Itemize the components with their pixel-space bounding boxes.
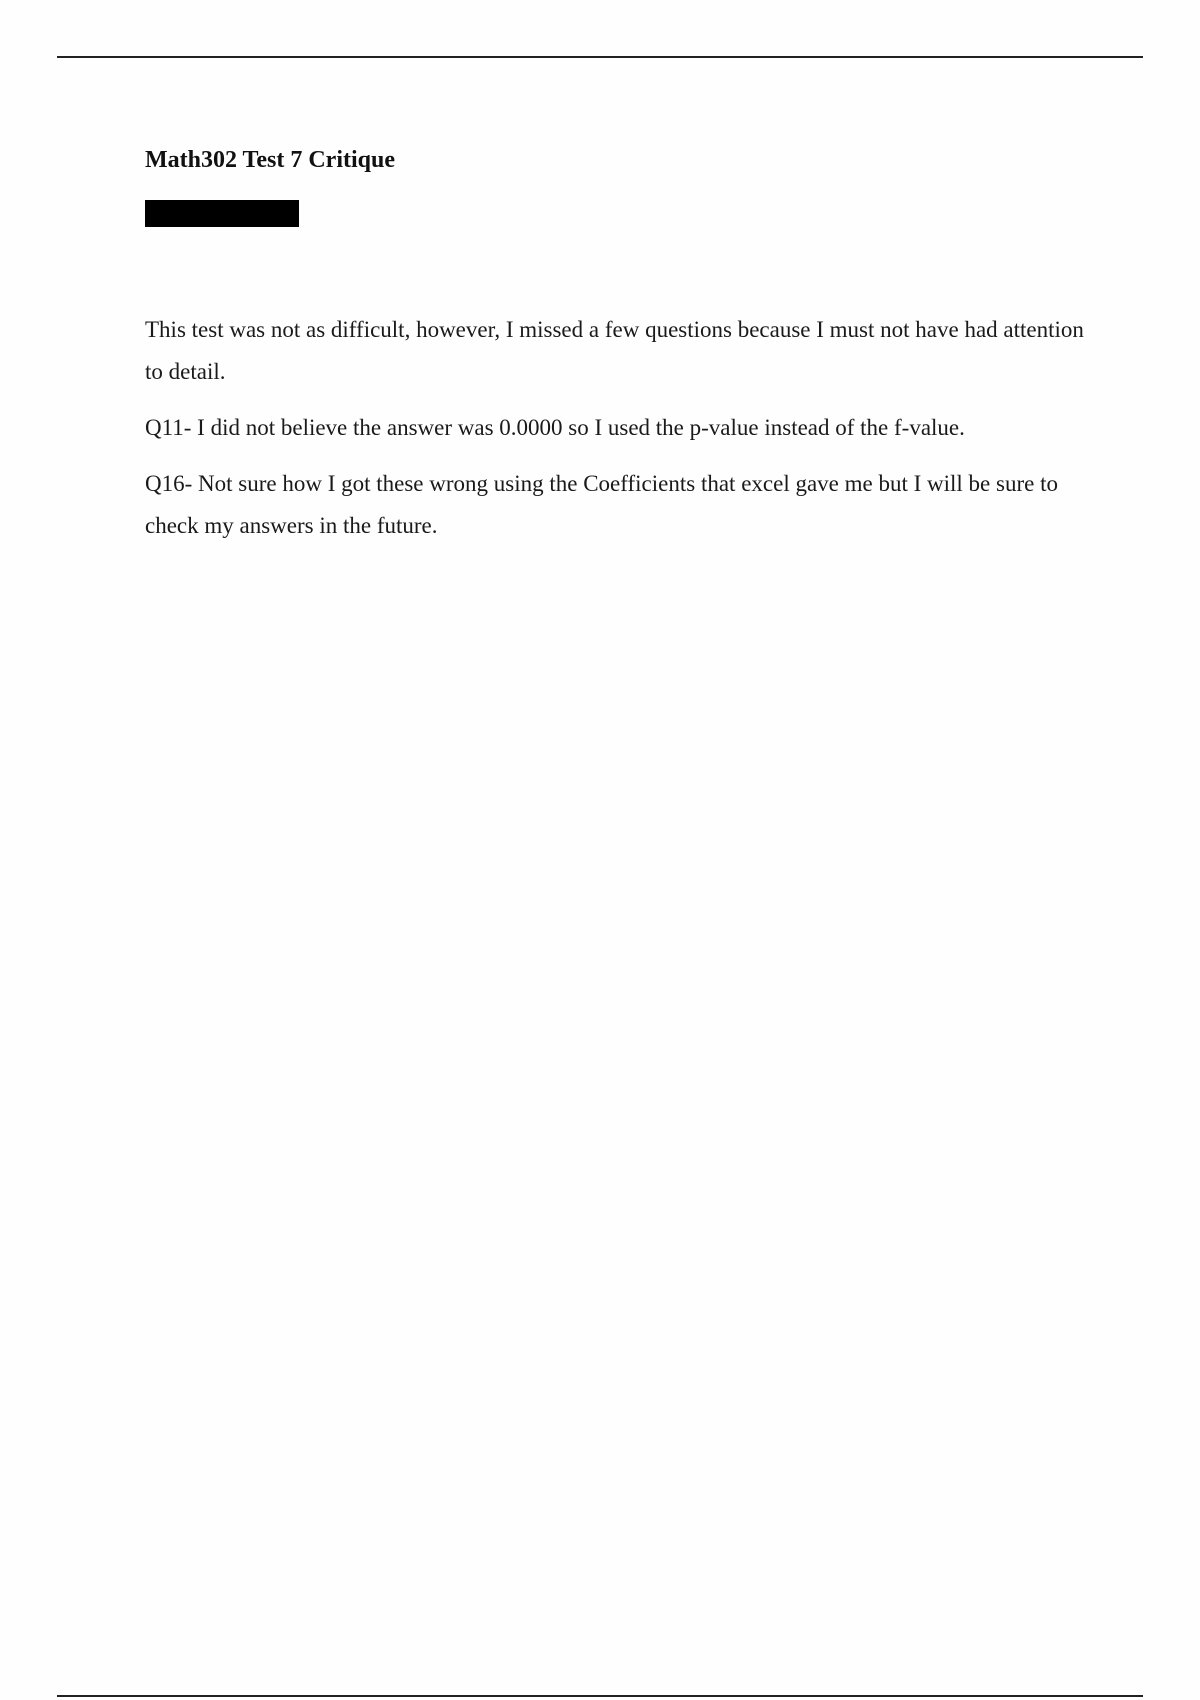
footer-rule <box>57 1695 1143 1697</box>
paragraph-q11: Q11- I did not believe the answer was 0.0000 so I used the p-value instead of the f-value. <box>145 415 965 440</box>
document-content <box>145 142 1095 561</box>
paragraph-q16: Q16- Not sure how I got these wrong using the Coefficients that excel gave me but I will be sure to check my answers in the future. <box>145 471 1058 538</box>
document-body <box>145 309 1095 547</box>
paragraph-intro: This test was not as difficult, however, I missed a few questions because I must not have had attention to detail. <box>145 317 1084 384</box>
document-title: Math302 Test 7 Critique <box>145 147 396 173</box>
header-rule <box>57 56 1143 58</box>
redaction-bar <box>145 200 299 227</box>
